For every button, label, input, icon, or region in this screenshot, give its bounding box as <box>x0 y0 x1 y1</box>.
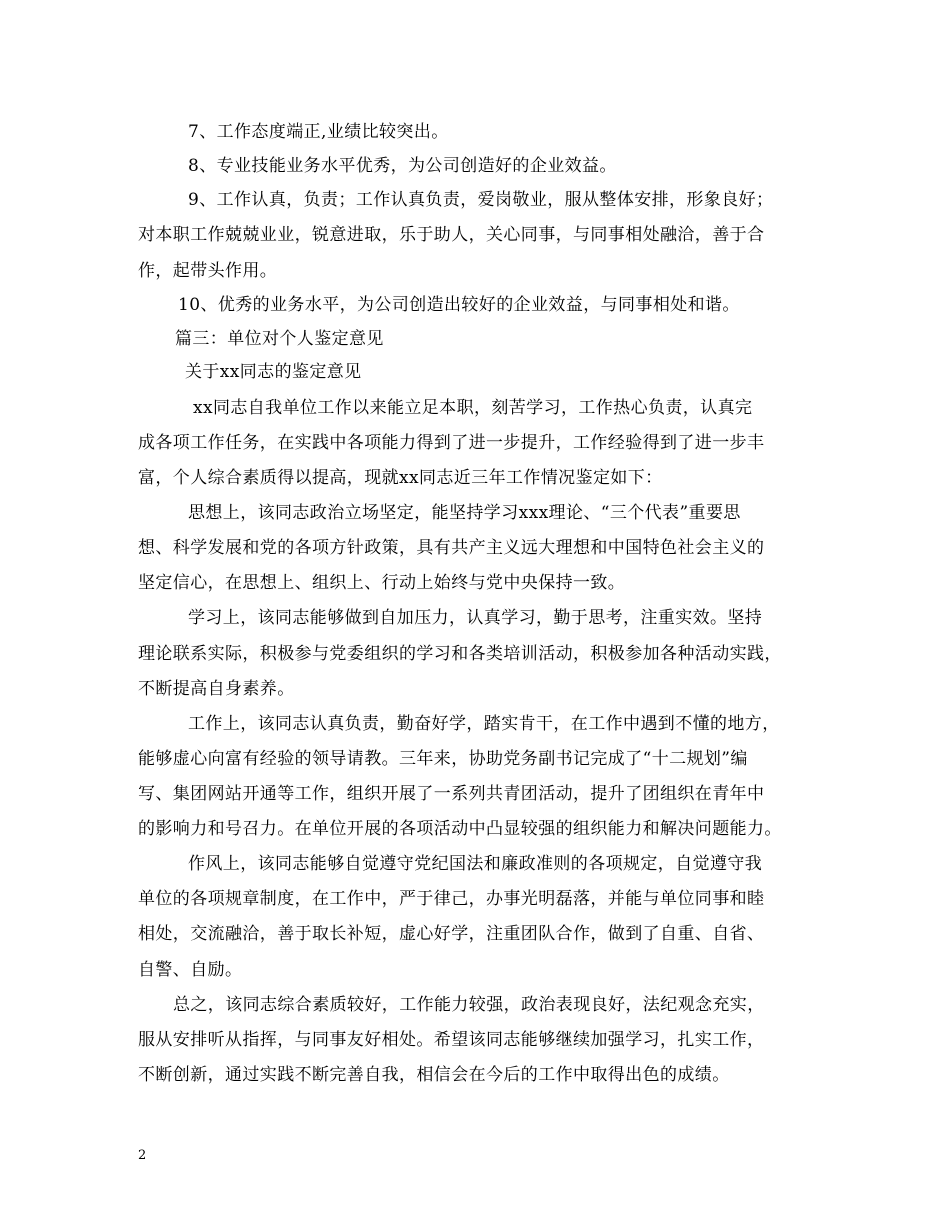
text-line: 学习上，该同志能够做到自加压力，认真学习，勤于思考，注重实效。坚持 <box>188 608 763 628</box>
text-line: 相处，交流融洽，善于取长补短，虚心好学，注重团队合作，做到了自重、自省、 <box>138 924 765 944</box>
text-line: 写、集团网站开通等工作，组织开展了一系列共青团活动，提升了团组织在青年中 <box>138 784 765 804</box>
text-line: 成各项工作任务，在实践中各项能力得到了进一步提升，工作经验得到了进一步丰 <box>138 433 765 453</box>
text-line: 总之，该同志综合素质较好，工作能力较强，政治表现良好，法纪观念充实， <box>173 995 765 1015</box>
text-line: 能够虚心向富有经验的领导请教。三年来，协助党务副书记完成了“十二规划”编 <box>138 749 748 769</box>
text-line: 8、专业技能业务水平优秀，为公司创造好的企业效益。 <box>188 156 617 176</box>
text-line: 想、科学发展和党的各项方针政策，具有共产主义远大理想和中国特色社会主义的 <box>138 538 765 558</box>
text-line: 作，起带头作用。 <box>138 261 278 281</box>
text-line: 不断创新，通过实践不断完善自我，相信会在今后的工作中取得出色的成绩。 <box>138 1065 730 1085</box>
text-line: 工作上，该同志认真负责，勤奋好学，踏实肯干，在工作中遇到不懂的地方， <box>188 714 780 734</box>
text-line: 对本职工作兢兢业业，锐意进取，乐于助人，关心同事，与同事相处融洽，善于合 <box>138 225 765 245</box>
text-line: 服从安排听从指挥，与同事友好相处。希望该同志能够继续加强学习，扎实工作， <box>138 1030 765 1050</box>
text-line: 作风上，该同志能够自觉遵守党纪国法和廉政准则的各项规定，自觉遵守我 <box>188 854 763 874</box>
text-line: 理论联系实际，积极参与党委组织的学习和各类培训活动，积极参加各种活动实践， <box>138 644 782 664</box>
text-line: 富，个人综合素质得以提高，现就xx同志近三年工作情况鉴定如下： <box>138 468 663 488</box>
text-line: 的影响力和号召力。在单位开展的各项活动中凸显较强的组织能力和解决问题能力。 <box>138 819 782 839</box>
subsection-heading: 关于xx同志的鉴定意见 <box>185 362 362 382</box>
text-line: 不断提高自身素养。 <box>138 679 295 699</box>
text-line: 思想上，该同志政治立场坚定，能坚持学习xxx理论、“三个代表”重要思 <box>188 503 741 523</box>
text-line: 自警、自励。 <box>138 960 243 980</box>
text-line: 10、优秀的业务水平，为公司创造出较好的企业效益，与同事相处和谐。 <box>178 295 740 315</box>
section-heading: 篇三：单位对个人鉴定意见 <box>175 329 384 349</box>
text-line: 7、工作态度端正,业绩比较突出。 <box>188 122 449 142</box>
text-line: 单位的各项规章制度，在工作中，严于律己，办事光明磊落，并能与单位同事和睦 <box>138 889 765 909</box>
page-number: 2 <box>138 1148 147 1163</box>
text-line: 9、工作认真，负责；工作认真负责，爱岗敬业，服从整体安排，形象良好； <box>188 190 774 210</box>
text-line: 坚定信心，在思想上、组织上、行动上始终与党中央保持一致。 <box>138 573 626 593</box>
text-line: xx同志自我单位工作以来能立足本职，刻苦学习，工作热心负责，认真完 <box>193 398 753 418</box>
